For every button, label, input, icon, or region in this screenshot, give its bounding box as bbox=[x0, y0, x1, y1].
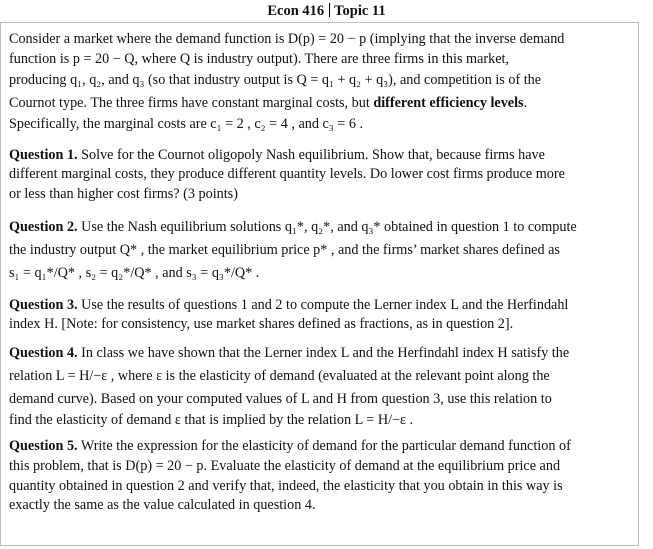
question-line bbox=[9, 342, 631, 365]
text-cursor bbox=[329, 3, 330, 17]
intro-text: Cournot type. The three firms have constant marginal costs, but bbox=[9, 95, 374, 112]
question-5 bbox=[9, 437, 631, 515]
question-line: or less than higher cost firms? (3 points) bbox=[9, 185, 238, 202]
question-line: different marginal costs, they produce different quantity levels. Do lower cost firms produce more bbox=[9, 166, 565, 183]
question-line: s₁ = q₁*/Q* , s₂ = q₂*/Q* , and s₃ = q₃*/Q* . bbox=[9, 264, 260, 281]
question-line: this problem, that is D(p) = 20 − p. Evaluate the elasticity of demand at the equilibrium price and bbox=[9, 457, 561, 474]
question-4 bbox=[9, 342, 631, 431]
question-label: Question 1. bbox=[9, 146, 78, 163]
question-text: Use the results of questions 1 and 2 to compute the Lerner index L and the Herfindahl bbox=[77, 296, 569, 313]
intro-line: producing q₁, q₂, and q₃ (so that industry output is Q = q₁ + q₂ + q₃), and competition is of the bbox=[9, 72, 542, 89]
question-line: index H. [Note: for consistency, use market shares defined as fractions, as in question 2]. bbox=[9, 316, 514, 333]
question-label: Question 5. bbox=[9, 438, 78, 455]
question-3 bbox=[9, 296, 631, 335]
question-text: In class we have shown that the Lerner index L and the Herfindahl index H satisfy the bbox=[77, 344, 570, 361]
question-line bbox=[9, 296, 631, 316]
header-topic: Topic 11 bbox=[334, 3, 386, 19]
question-1 bbox=[9, 146, 631, 205]
question-line: relation L = H/−ε , where ε is the elasticity of demand (evaluated at the relevant point along the bbox=[9, 367, 550, 384]
intro-line: Consider a market where the demand function is D(p) = 20 − p (implying that the inverse demand bbox=[9, 31, 565, 47]
intro-text: . bbox=[523, 95, 528, 112]
header-course: Econ 416 bbox=[267, 3, 325, 19]
question-label: Question 4. bbox=[9, 344, 78, 361]
question-line: find the elasticity of demand ε that is implied by the relation L = H/−ε . bbox=[9, 411, 414, 428]
question-label: Question 3. bbox=[9, 296, 78, 313]
intro-paragraph bbox=[9, 30, 631, 135]
intro-line: function is p = 20 − Q, where Q is industry output). There are three firms in this market, bbox=[9, 50, 509, 67]
question-text: Use the Nash equilibrium solutions q₁*, q₂*, and q₃* obtained in question 1 to compute bbox=[77, 218, 577, 235]
question-line bbox=[9, 216, 631, 239]
page-header bbox=[0, 0, 653, 22]
intro-line: Specifically, the marginal costs are c₁ = 2 , c₂ = 4 , and c₃ = 6 . bbox=[9, 116, 364, 133]
question-line: quantity obtained in question 2 and verify that, indeed, the elasticity that you obtain in this way is bbox=[9, 477, 563, 494]
question-line: exactly the same as the value calculated in question 4. bbox=[9, 497, 316, 514]
question-line: the industry output Q* , the market equilibrium price p* , and the firms’ market shares defined as bbox=[9, 241, 560, 258]
question-text: Solve for the Cournot oligopoly Nash equilibrium. Show that, because firms have bbox=[77, 146, 545, 163]
question-line bbox=[9, 146, 631, 166]
question-line bbox=[9, 437, 631, 457]
question-label: Question 2. bbox=[9, 218, 78, 235]
emphasis-text: different efficiency levels bbox=[373, 95, 524, 112]
document-body bbox=[9, 30, 631, 527]
question-line: demand curve). Based on your computed values of L and H from question 3, use this relation to bbox=[9, 390, 552, 407]
intro-line bbox=[9, 92, 631, 115]
question-text: Write the expression for the elasticity of demand for the particular demand function of bbox=[77, 438, 571, 455]
question-2 bbox=[9, 216, 631, 285]
